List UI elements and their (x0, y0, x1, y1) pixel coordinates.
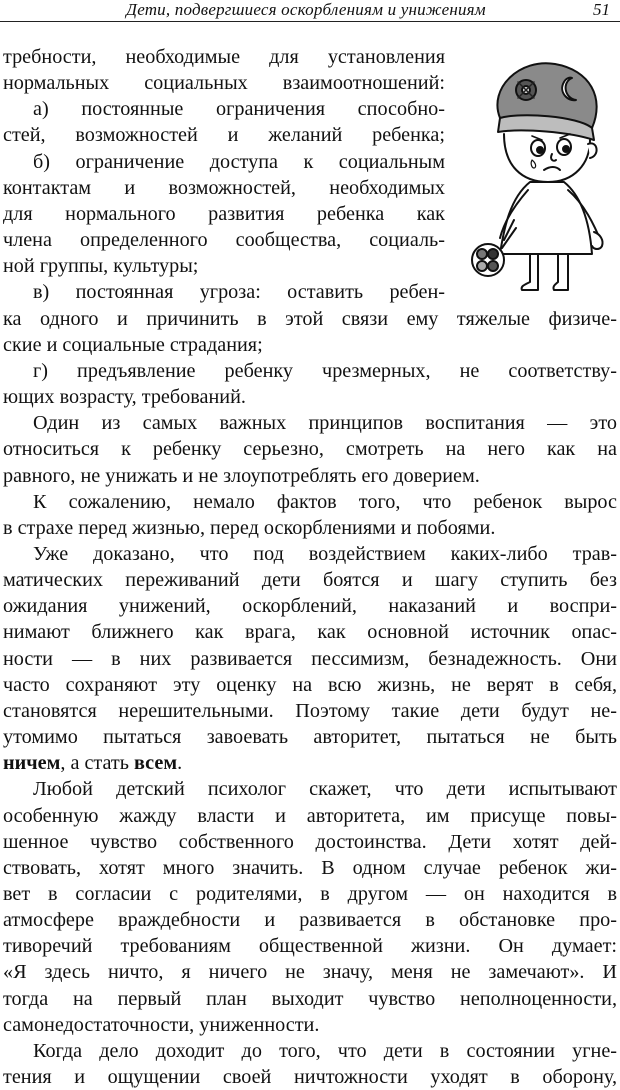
text-line: для нормального развития ребенка как (3, 202, 445, 225)
text-line: в) постоянная угроза: оставить ребен- (33, 281, 445, 304)
text-line: Любой детский психолог скажет, что дети испытывают (33, 778, 617, 801)
text-line: становятся нерешительными. Поэтому такие дети будут не- (3, 699, 617, 722)
text-line: нормальных социальных взаимоотношений: (3, 72, 445, 95)
text-line: равного, не унижать и не злоупотреблять его доверием. (3, 464, 480, 487)
text-fragment: , а стать (60, 752, 135, 775)
text-line: контактам и возможностей, необходимых (3, 176, 445, 199)
text-line: г) предъявление ребенку чрезмерных, не соответству- (33, 359, 617, 382)
bold-word-nothing: ничем (3, 752, 61, 775)
text-line: тения и ощущении своей ничтожности уходят в оборону, (3, 1066, 617, 1089)
body-text (3, 44, 617, 1090)
page-header (0, 0, 620, 22)
bold-word-everything: всем (134, 752, 178, 775)
text-line: а) постоянные ограничения способно- (33, 98, 445, 121)
text-fragment: . (177, 752, 183, 775)
text-line: шенное чувство собственного достоинства. Дети хотят дей- (3, 830, 617, 853)
text-line: «Я здесь ничто, я ничего не значу, меня не замечают». И (3, 961, 617, 984)
wrapped-column (3, 44, 445, 306)
text-line: Когда дело доходит до того, что дети в состоянии угне- (33, 1039, 617, 1062)
text-line: ка одного и причинить в этой связи ему тяжелые физиче- (3, 307, 617, 330)
text-line: утомимо пытаться завоевать авторитет, пытаться не быть (3, 726, 617, 749)
text-line: ствовать, хотят много значить. В одном случае ребенок жи- (3, 856, 617, 879)
text-line: б) ограничение доступа к социальным (33, 150, 445, 173)
text-line: члена определенного сообщества, социаль- (3, 229, 445, 252)
text-line: нимают ближнего как врага, как основной источник опас- (3, 621, 617, 644)
text-line: атмосфере враждебности и развивается в обстановке про- (3, 909, 617, 932)
text-line: относиться к ребенку серьезно, смотреть на него как на (3, 438, 617, 461)
text-line: К сожалению, немало фактов того, что ребенок вырос (33, 490, 617, 513)
text-line: требности, необходимые для установления (3, 46, 445, 68)
text-line: матических переживаний дети боятся и шагу ступить без (3, 569, 617, 592)
text-line (3, 750, 617, 776)
text-line: Один из самых важных принципов воспитания — это (33, 412, 617, 435)
text-line: ожидания унижений, оскорблений, наказаний и воспри- (3, 595, 617, 618)
running-head: Дети, подвергшиеся оскорблениям и унижениям (126, 0, 486, 19)
text-line: ной группы, культуры; (3, 255, 199, 278)
text-line: вет в согласии с родителями, в другом — он находится в (3, 883, 617, 905)
text-line: ские и социальные страдания; (3, 333, 263, 356)
text-line: тиворечий требованиям общественной жизни. Он думает: (3, 935, 617, 958)
text-line: ющих возрасту, требований. (3, 386, 246, 409)
text-line: особенную жажду власти и авторитета, им присуще повы- (3, 804, 617, 827)
text-line: Уже доказано, что под воздействием каких-либо трав- (33, 542, 617, 565)
text-line: самонедостаточности, униженности. (3, 1013, 320, 1036)
text-line: в страхе перед жизнью, перед оскорблениями и побоями. (3, 516, 496, 539)
header-rule (0, 21, 620, 22)
text-line: ности — в них развивается пессимизм, безнадежность. Они (3, 647, 617, 670)
text-line: стей, возможностей и желаний ребенка; (3, 124, 445, 147)
page-number: 51 (593, 0, 610, 19)
text-line: часто сохраняют эту оценку на всю жизнь, не верят в себя, (3, 673, 617, 696)
text-line: тогда на первый план выходит чувство неполноценности, (3, 987, 617, 1010)
